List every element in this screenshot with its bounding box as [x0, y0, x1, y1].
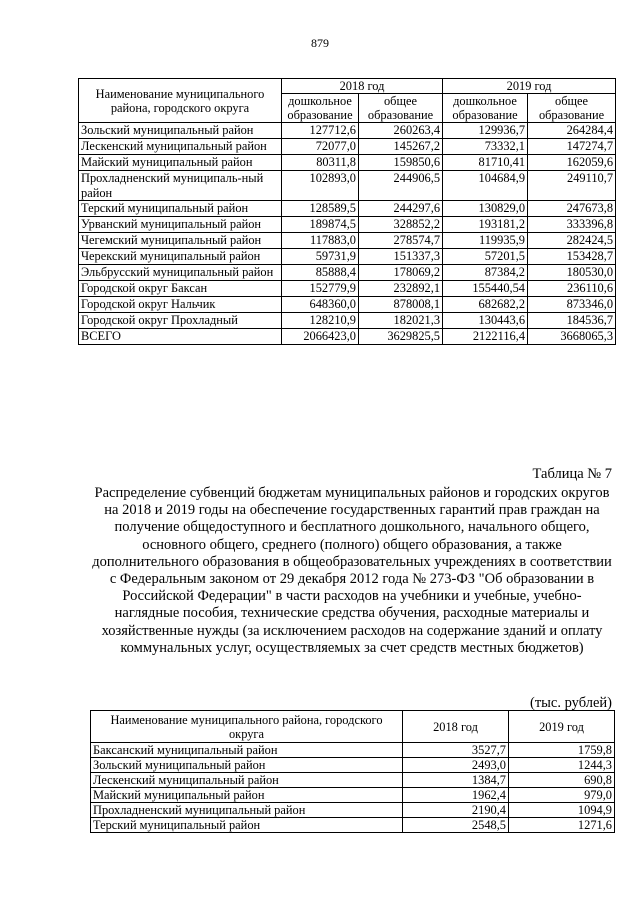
preschool-2018-value: 189874,5	[282, 217, 359, 233]
preschool-2019-value: 73332,1	[443, 139, 528, 155]
row-name: Чегемский муниципальный район	[79, 233, 282, 249]
table-row	[79, 297, 616, 313]
row-name: Лескенский муниципальный район	[79, 139, 282, 155]
general-2018-value: 151337,3	[359, 249, 443, 265]
preschool-2018-value: 117883,0	[282, 233, 359, 249]
header-general-2019: общее образование	[528, 94, 616, 123]
row-name: Эльбрусский муниципальный район	[79, 265, 282, 281]
row-name: ВСЕГО	[79, 329, 282, 345]
row-name: Зольский муниципальный район	[79, 123, 282, 139]
preschool-2019-value: 119935,9	[443, 233, 528, 249]
preschool-2019-value: 104684,9	[443, 171, 528, 201]
units-label: (тыс. рублей)	[530, 695, 612, 711]
preschool-2018-value: 59731,9	[282, 249, 359, 265]
row-name: Городской округ Нальчик	[79, 297, 282, 313]
table-row	[79, 201, 616, 217]
table-row	[91, 758, 615, 773]
table-row	[79, 281, 616, 297]
general-2019-value: 236110,6	[528, 281, 616, 297]
general-2019-value: 153428,7	[528, 249, 616, 265]
preschool-2018-value: 72077,0	[282, 139, 359, 155]
general-2018-value: 878008,1	[359, 297, 443, 313]
value-2018: 2493,0	[403, 758, 509, 773]
table-row	[91, 818, 615, 833]
table-row	[79, 313, 616, 329]
preschool-2019-value: 193181,2	[443, 217, 528, 233]
preschool-2019-value: 57201,5	[443, 249, 528, 265]
general-2018-value: 159850,6	[359, 155, 443, 171]
row-name: Городской округ Баксан	[79, 281, 282, 297]
general-2019-value: 3668065,3	[528, 329, 616, 345]
header-name-column: Наименование муниципального района, городского округа	[79, 79, 282, 123]
general-2019-value: 147274,7	[528, 139, 616, 155]
general-2019-value: 249110,7	[528, 171, 616, 201]
table-title: Распределение субвенций бюджетам муниципальных районов и городских округов на 2018 и 2019 годы на обеспечение государственных гарантий прав граждан на получение общедоступного и бесплатного дошкольного, начального общего, основного общего, среднего (полного) общего образования, а также дополнительного образования в общеобразовательных учреждениях в соответствии с Федеральным законом от 29 декабря 2012 года № 273-ФЗ "Об образовании в Российской Федерации" в части расходов на учебники и учебные, учебно-наглядные пособия, технические средства обучения, расходные материалы и хозяйственные нужды (за исключением расходов на содержание зданий и оплату коммунальных услуг, осуществляемых за счет средств местных бюджетов)	[92, 485, 612, 656]
general-2019-value: 247673,8	[528, 201, 616, 217]
preschool-2019-value: 129936,7	[443, 123, 528, 139]
value-2019: 1271,6	[509, 818, 615, 833]
general-2018-value: 232892,1	[359, 281, 443, 297]
header-preschool-2018: дошкольное образование	[282, 94, 359, 123]
table-row	[79, 123, 616, 139]
preschool-2019-value: 81710,41	[443, 155, 528, 171]
header-name-column: Наименование муниципального района, городского округа	[91, 711, 403, 743]
table-row	[91, 788, 615, 803]
table-row	[79, 233, 616, 249]
preschool-2019-value: 2122116,4	[443, 329, 528, 345]
value-2018: 2548,5	[403, 818, 509, 833]
general-2018-value: 260263,4	[359, 123, 443, 139]
value-2019: 1244,3	[509, 758, 615, 773]
row-name: Терский муниципальный район	[91, 818, 403, 833]
row-name: Лескенский муниципальный район	[91, 773, 403, 788]
header-year-2018: 2018 год	[403, 711, 509, 743]
row-name: Майский муниципальный район	[79, 155, 282, 171]
row-name: Баксанский муниципальный район	[91, 743, 403, 758]
general-2019-value: 162059,6	[528, 155, 616, 171]
header-preschool-2019: дошкольное образование	[443, 94, 528, 123]
table-row	[79, 265, 616, 281]
preschool-2018-value: 85888,4	[282, 265, 359, 281]
table-row	[79, 139, 616, 155]
table-row	[79, 217, 616, 233]
value-2019: 1759,8	[509, 743, 615, 758]
general-2019-value: 264284,4	[528, 123, 616, 139]
table-row	[91, 773, 615, 788]
table-row-total	[79, 329, 616, 345]
value-2018: 1962,4	[403, 788, 509, 803]
preschool-2018-value: 102893,0	[282, 171, 359, 201]
value-2019: 690,8	[509, 773, 615, 788]
preschool-2019-value: 87384,2	[443, 265, 528, 281]
page-number: 879	[311, 36, 329, 50]
row-name: Зольский муниципальный район	[91, 758, 403, 773]
row-name: Черекский муниципальный район	[79, 249, 282, 265]
row-name: Прохладненский муниципаль-ный район	[79, 171, 282, 201]
preschool-2018-value: 128589,5	[282, 201, 359, 217]
row-name: Терский муниципальный район	[79, 201, 282, 217]
preschool-2019-value: 130829,0	[443, 201, 528, 217]
row-name: Городской округ Прохладный	[79, 313, 282, 329]
table-number-label: Таблица № 7	[532, 466, 612, 482]
general-2019-value: 873346,0	[528, 297, 616, 313]
general-2019-value: 333396,8	[528, 217, 616, 233]
general-2019-value: 180530,0	[528, 265, 616, 281]
preschool-2019-value: 155440,54	[443, 281, 528, 297]
general-2019-value: 282424,5	[528, 233, 616, 249]
table-row	[91, 743, 615, 758]
general-2018-value: 3629825,5	[359, 329, 443, 345]
value-2018: 3527,7	[403, 743, 509, 758]
value-2019: 979,0	[509, 788, 615, 803]
general-2018-value: 244297,6	[359, 201, 443, 217]
table-row	[91, 803, 615, 818]
header-year-2019: 2019 год	[509, 711, 615, 743]
table-row	[79, 171, 616, 201]
preschool-2018-value: 128210,9	[282, 313, 359, 329]
table-row	[79, 155, 616, 171]
preschool-2018-value: 2066423,0	[282, 329, 359, 345]
header-year-2018: 2018 год	[282, 79, 443, 94]
general-2018-value: 182021,3	[359, 313, 443, 329]
value-2018: 2190,4	[403, 803, 509, 818]
row-name: Урванский муниципальный район	[79, 217, 282, 233]
general-2018-value: 244906,5	[359, 171, 443, 201]
preschool-2018-value: 127712,6	[282, 123, 359, 139]
row-name: Майский муниципальный район	[91, 788, 403, 803]
preschool-2019-value: 682682,2	[443, 297, 528, 313]
general-2018-value: 145267,2	[359, 139, 443, 155]
preschool-2018-value: 152779,9	[282, 281, 359, 297]
value-2018: 1384,7	[403, 773, 509, 788]
general-2018-value: 178069,2	[359, 265, 443, 281]
general-2018-value: 278574,7	[359, 233, 443, 249]
preschool-2018-value: 80311,8	[282, 155, 359, 171]
header-general-2018: общее образование	[359, 94, 443, 123]
subsidy-table-general	[78, 78, 616, 345]
subsidy-table-textbooks	[90, 710, 615, 833]
header-year-2019: 2019 год	[443, 79, 616, 94]
table-row	[79, 249, 616, 265]
general-2018-value: 328852,2	[359, 217, 443, 233]
preschool-2019-value: 130443,6	[443, 313, 528, 329]
row-name: Прохладненский муниципальный район	[91, 803, 403, 818]
general-2019-value: 184536,7	[528, 313, 616, 329]
value-2019: 1094,9	[509, 803, 615, 818]
preschool-2018-value: 648360,0	[282, 297, 359, 313]
